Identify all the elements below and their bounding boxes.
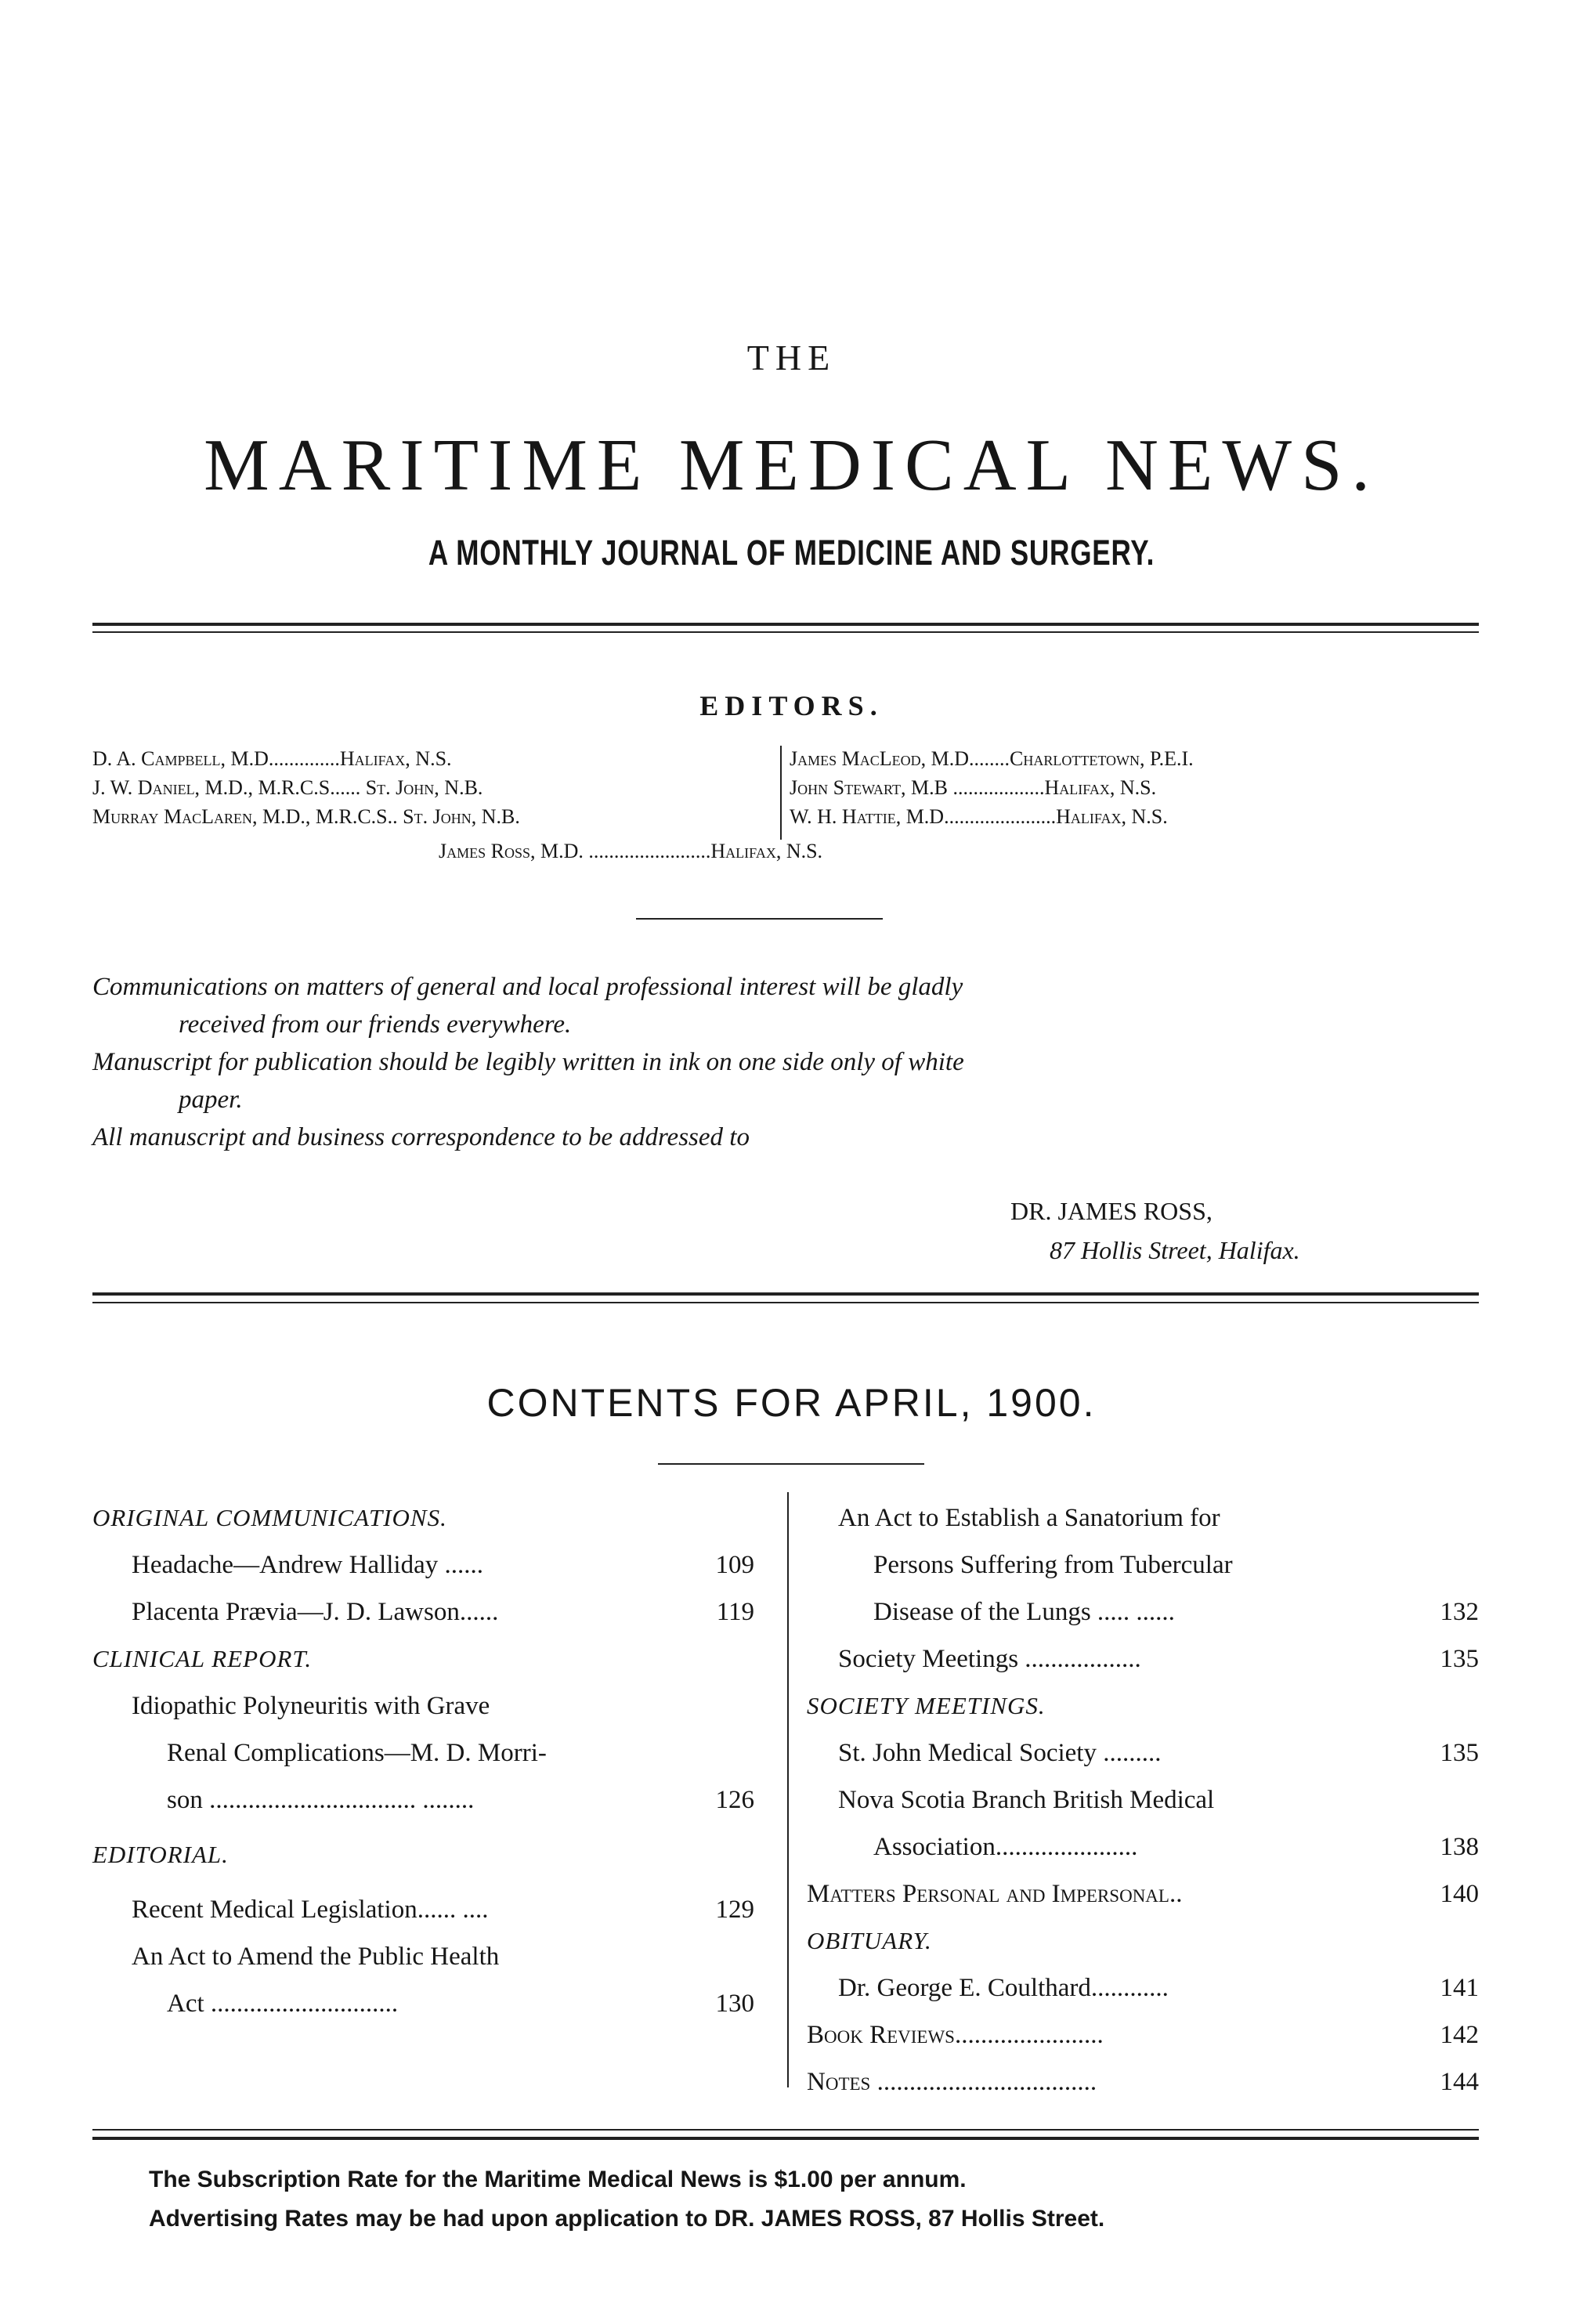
editors-right-column	[790, 744, 1479, 831]
footer-rule-thick	[92, 2137, 1479, 2140]
toc-entry-placenta: Placenta Prævia—J. D. Lawson...... 119	[132, 1598, 754, 1626]
toc-entry-sanatorium: An Act to Establish a Sanatorium for	[838, 1504, 1220, 1532]
toc-entry-idiopathic-cont: son ................................ ........ 126	[167, 1786, 754, 1814]
toc-entry-notes: Notes .................................. 144	[807, 2068, 1479, 2096]
editor-entry: W. H. Hattie, M.D......................Halifax, N.S.	[790, 805, 1168, 828]
toc-entry-nova-scotia-branch-cont: Association...................... 138	[873, 1833, 1479, 1861]
contents-left-column	[92, 1495, 754, 2027]
toc-entry-nova-scotia-branch: Nova Scotia Branch British Medical	[838, 1786, 1215, 1814]
contents-heading: CONTENTS FOR APRIL, 1900.	[486, 1381, 1097, 1425]
editors-short-rule	[636, 918, 883, 920]
contents-column-divider	[787, 1492, 789, 2087]
masthead-rule-thick	[92, 623, 1479, 626]
contents-right-column	[807, 1495, 1479, 2105]
editor-entry: Murray MacLaren, M.D., M.R.C.S.. St. John, N.B.	[92, 805, 520, 828]
notice-communications: Communications on matters of general and local professional interest will be gladly	[92, 973, 963, 1001]
toc-entry-amend-act: An Act to Amend the Public Health	[132, 1943, 500, 1971]
toc-entry-coulthard: Dr. George E. Coulthard............ 141	[838, 1974, 1479, 2002]
journal-subtitle: A MONTHLY JOURNAL OF MEDICINE AND SURGERY.	[428, 533, 1155, 573]
subscription-footer	[149, 2160, 1480, 2239]
subscription-rate: The Subscription Rate for the Maritime Medical News is $1.00 per annum.	[149, 2167, 967, 2192]
section-heading: CLINICAL REPORT.	[92, 1645, 313, 1672]
toc-entry-recent-legislation: Recent Medical Legislation...... .... 129	[132, 1896, 754, 1924]
editors-heading: EDITORS.	[699, 690, 884, 721]
section-heading: SOCIETY MEETINGS.	[807, 1692, 1046, 1719]
toc-entry-book-reviews: Book Reviews....................... 142	[807, 2021, 1479, 2049]
notice-communications-cont: received from our friends everywhere.	[179, 1010, 572, 1039]
editors-column-divider	[780, 746, 782, 840]
toc-entry-idiopathic: Idiopathic Polyneuritis with Grave	[132, 1692, 490, 1720]
section-heading: ORIGINAL COMMUNICATIONS.	[92, 1504, 447, 1531]
toc-entry-sanatorium-cont: Disease of the Lungs ..... ...... 132	[873, 1598, 1479, 1626]
toc-entry-amend-act-cont: Act ............................. 130	[167, 1990, 754, 2018]
toc-entry-society-meetings: Society Meetings .................. 135	[838, 1645, 1479, 1673]
notice-correspondence: All manuscript and business correspondence to be addressed to	[92, 1123, 750, 1151]
editor-entry: James MacLeod, M.D........Charlottetown, P.E.I.	[790, 747, 1194, 770]
editor-entry: John Stewart, M.B ..................Halifax, N.S.	[790, 776, 1157, 799]
toc-entry-st-john-society: St. John Medical Society ......... 135	[838, 1739, 1479, 1767]
notices-block	[92, 968, 1479, 1156]
masthead-the: THE	[746, 338, 837, 378]
section-heading: OBITUARY.	[807, 1927, 932, 1954]
toc-entry-matters: Matters Personal and Impersonal.. 140	[807, 1880, 1479, 1908]
footer-rule-thin	[92, 2129, 1479, 2131]
section-heading: EDITORIAL.	[92, 1841, 229, 1868]
editors-left-column	[92, 744, 780, 831]
notices-rule-thick	[92, 1292, 1479, 1296]
toc-entry-headache: Headache—Andrew Halliday ...... 109	[132, 1551, 754, 1579]
editor-entry: J. W. Daniel, M.D., M.R.C.S...... St. John, N.B.	[92, 776, 483, 799]
contents-short-rule	[658, 1463, 924, 1465]
notices-rule-thin	[92, 1302, 1479, 1303]
notice-manuscript: Manuscript for publication should be legibly written in ink on one side only of white	[92, 1048, 964, 1076]
journal-title: MARITIME MEDICAL NEWS.	[204, 425, 1379, 506]
address-name: DR. JAMES ROSS,	[1010, 1197, 1213, 1225]
notice-manuscript-cont: paper.	[179, 1086, 243, 1114]
toc-entry-sanatorium-cont: Persons Suffering from Tubercular	[873, 1551, 1233, 1579]
editor-entry: D. A. Campbell, M.D..............Halifax, N.S.	[92, 747, 452, 770]
editor-entry-last: James Ross, M.D. ........................Halifax, N.S.	[439, 840, 823, 862]
advertising-rates: Advertising Rates may be had upon application to DR. JAMES ROSS, 87 Hollis Street.	[149, 2206, 1105, 2232]
toc-entry-idiopathic-cont: Renal Complications—M. D. Morri-	[167, 1739, 547, 1767]
address-street: 87 Hollis Street, Halifax.	[1050, 1236, 1300, 1264]
masthead-rule-thin	[92, 631, 1479, 633]
